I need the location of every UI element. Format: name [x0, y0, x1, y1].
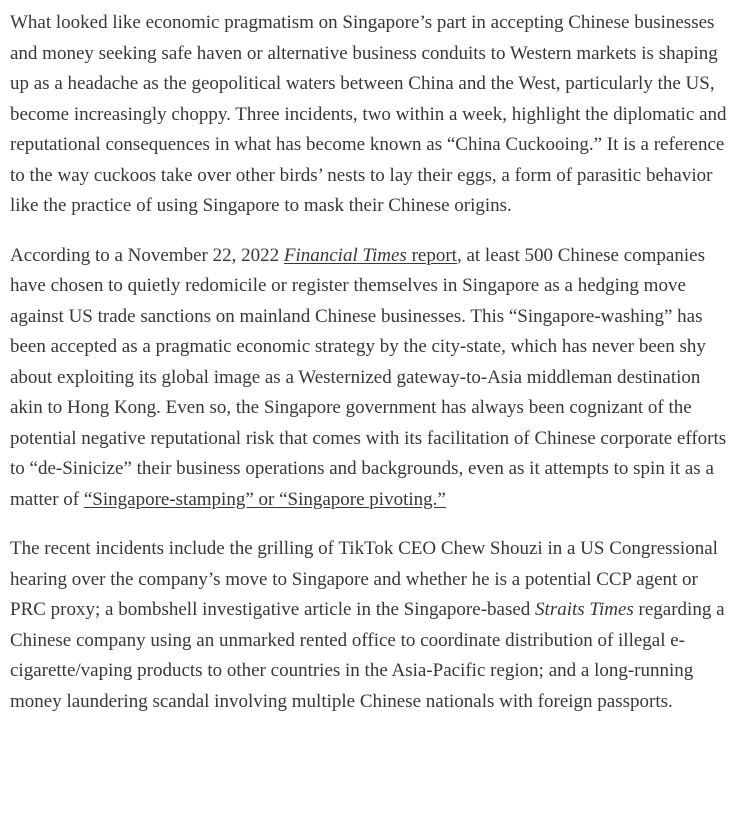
- paragraph-recent-incidents: [10, 534, 734, 717]
- paragraph-china-cuckooing: [10, 8, 734, 222]
- paragraph-2-lead: According to a November 22, 2022: [10, 244, 284, 266]
- paragraph-2-middle: , at least 500 Chinese companies have chosen to quietly redomicile or register themselves in Singapore as a hedging move against US trade sanctions on mainland Chinese businesses. This “Singapore-washing” has been accepted as a pragmatic economic strategy by the city-state, which has never been shy about exploiting its global image as a Westernized gateway-to-Asia middleman destination akin to Hong Kong. Even so, the Singapore government has always been cognizant of the potential negative reputational risk that comes with its facilitation of Chinese corporate efforts to “de-Sinicize” their business operations and backgrounds, even as it attempts to spin it as a matter of: [10, 244, 727, 510]
- financial-times-report-link[interactable]: [284, 245, 457, 266]
- paragraph-3-rest: regarding a Chinese company using an unmarked rented office to coordinate distribution of illegal e-cigarette/vaping products to other countries in the Asia-Pacific region; and a long-running money laundering scandal involving multiple Chinese nationals with foreign passports.: [10, 599, 725, 712]
- singapore-stamping-link[interactable]: “Singapore-stamping” or “Singapore pivoting.”: [83, 488, 446, 510]
- financial-times-title: Financial Times: [283, 244, 407, 266]
- report-link-text: report: [406, 244, 457, 266]
- paragraph-singapore-washing: [10, 241, 734, 516]
- paragraph-3-lead: The recent incidents include the grilling of TikTok CEO Chew Shouzi in a US Congressional hearing over the company’s move to Singapore and whether he is a potential CCP agent or PRC proxy; a bombshell investigative article in the Singapore-based: [10, 538, 718, 620]
- straits-times-title: Straits Times: [535, 599, 634, 620]
- paragraph-1-text: What looked like economic pragmatism on Singapore’s part in accepting Chinese businesses and money seeking safe haven or alternative business conduits to Western markets is shaping up as a headache as the geopolitical waters between China and the West, particularly the US, become increasingly choppy. Three incidents, two within a week, highlight the diplomatic and reputational consequences in what has become known as “China Cuckooing.” It is a reference to the way cuckoos take over other birds’ nests to lay their eggs, a form of parasitic behavior like the practice of using Singapore to mask their Chinese origins.: [10, 12, 727, 216]
